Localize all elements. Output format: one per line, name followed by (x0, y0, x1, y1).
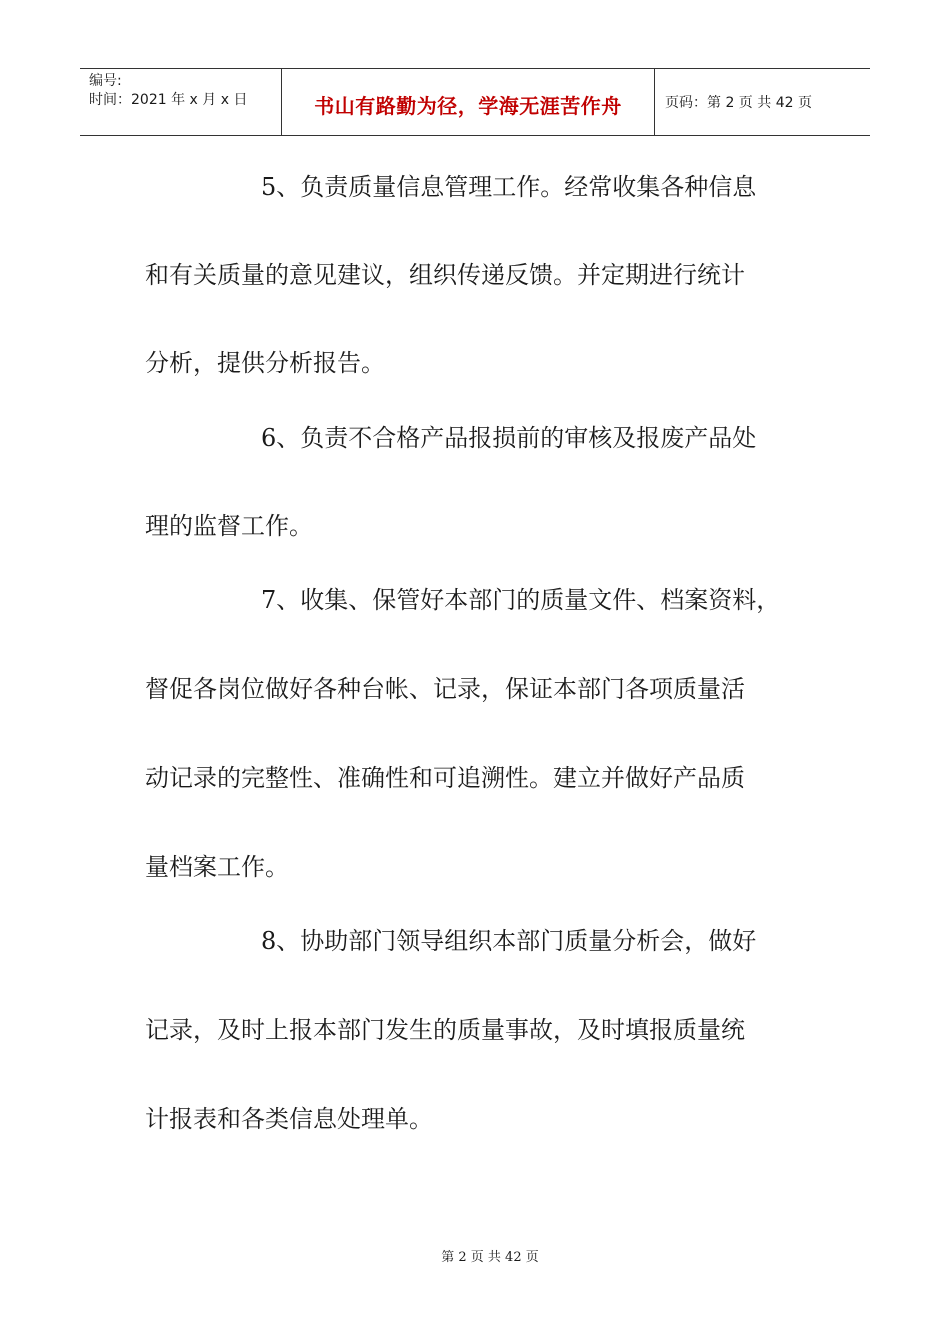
header-meta-cell (80, 69, 282, 135)
body-line: 动记录的完整性、准确性和可追溯性。建立并做好产品质 (145, 764, 745, 792)
body-line: 6、负责不合格产品报损前的审核及报废产品处 (261, 424, 757, 452)
body-line: 记录，及时上报本部门发生的质量事故，及时填报质量统 (145, 1016, 745, 1044)
header-page-cell (655, 69, 870, 135)
header-table (80, 68, 870, 136)
header-page-info: 页码：第 2 页 共 42 页 (665, 95, 812, 111)
page-footer (0, 1246, 950, 1265)
body-line: 分析，提供分析报告。 (145, 349, 385, 377)
header-motto: 书山有路勤为径，学海无涯苦作舟 (314, 93, 622, 118)
body-line: 和有关质量的意见建议，组织传递反馈。并定期进行统计 (145, 261, 745, 289)
body-line: 督促各岗位做好各种台帐、记录，保证本部门各项质量活 (145, 675, 745, 703)
body-line: 8、协助部门领导组织本部门质量分析会，做好 (261, 927, 757, 955)
body-line: 理的监督工作。 (145, 512, 313, 540)
body-line: 计报表和各类信息处理单。 (145, 1105, 433, 1133)
header-motto-cell (282, 69, 655, 135)
body-line: 5、负责质量信息管理工作。经常收集各种信息 (261, 173, 757, 201)
document-time-label: 时间：2021 年 x 月 x 日 (89, 92, 248, 108)
body-line: 7、收集、保管好本部门的质量文件、档案资料， (261, 586, 781, 614)
body-line: 量档案工作。 (145, 853, 289, 881)
footer-page-number: 第 2 页 共 42 页 (441, 1250, 539, 1265)
document-number-label: 编号: (89, 73, 122, 89)
